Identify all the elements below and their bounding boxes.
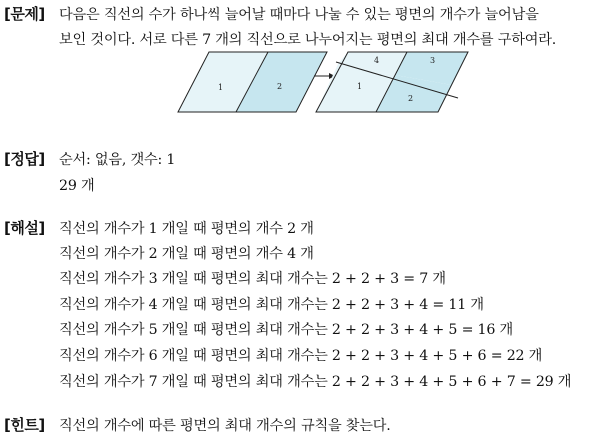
- hint-line-1: 직선의 개수에 따른 평면의 최대 개수의 규칙을 찾는다.: [59, 418, 391, 434]
- right-label-3: 3: [430, 56, 436, 65]
- explanation-line-2: 직선의 개수가 2 개일 때 평면의 개수 4 개: [59, 246, 314, 262]
- right-label-4: 4: [374, 56, 380, 65]
- explanation-line-6: 직선의 개수가 6 개일 때 평면의 최대 개수는 2 + 2 + 3 + 4 + 5 + 6 = 22 개: [59, 348, 543, 364]
- explanation-line-3: 직선의 개수가 3 개일 때 평면의 최대 개수는 2 + 2 + 3 = 7 개: [59, 271, 446, 287]
- left-label-2: 2: [277, 82, 283, 91]
- answer-line-2: 29 개: [59, 178, 95, 194]
- hint-tag: [힌트]: [4, 416, 45, 434]
- answer-tag: [정답]: [4, 150, 45, 168]
- explanation-line-1: 직선의 개수가 1 개일 때 평면의 개수 2 개: [59, 221, 314, 237]
- explanation-line-5: 직선의 개수가 5 개일 때 평면의 최대 개수는 2 + 2 + 3 + 4 + 5 = 16 개: [59, 322, 514, 338]
- right-label-1: 1: [357, 82, 363, 91]
- explanation-tag: [해설]: [4, 219, 45, 237]
- right-label-2: 2: [408, 94, 414, 103]
- left-label-1: 1: [218, 83, 224, 92]
- problem-line-1: 다음은 직선의 수가 하나씩 늘어날 때마다 나눌 수 있는 평면의 개수가 늘어남을: [59, 7, 539, 23]
- answer-line-1: 순서: 없음, 갯수: 1: [59, 152, 176, 168]
- problem-line-2: 보인 것이다. 서로 다른 7 개의 직선으로 나누어지는 평면의 최대 개수를 구하여라.: [59, 32, 557, 48]
- explanation-line-7: 직선의 개수가 7 개일 때 평면의 최대 개수는 2 + 2 + 3 + 4 + 5 + 6 + 7 = 29 개: [59, 374, 572, 390]
- explanation-line-4: 직선의 개수가 4 개일 때 평면의 최대 개수는 2 + 2 + 3 + 4 = 11 개: [59, 297, 484, 313]
- problem-tag: [문제]: [4, 5, 45, 23]
